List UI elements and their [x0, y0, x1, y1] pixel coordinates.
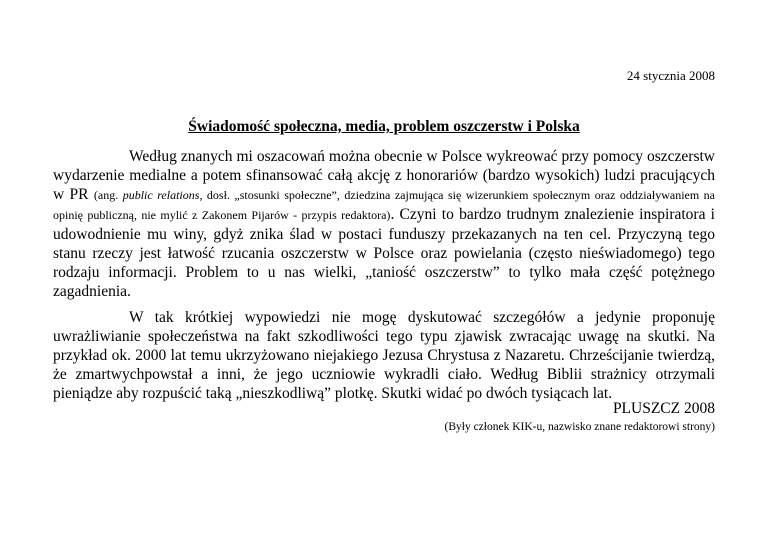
paragraph-1-text: Według znanych mi oszacowań można obecnie w Polsce wykreować przy pomocy oszczerstw wydarzenie medialne a potem sfinansować całą akcję z honorariów (bardzo wysokich) ludzi pracujących w PR — [53, 148, 715, 203]
document-date: 24 stycznia 2008 — [626, 68, 715, 83]
editor-note-text: , dosł. „stosunki społeczne”, dziedzina zajmująca się wizerunkiem społecznym oraz oddziaływaniem na opinię publiczną, nie mylić z Zakonem Pijarów - przypis redaktora) — [53, 188, 716, 222]
paragraph-2: W tak krótkiej wypowiedzi nie mogę dyskutować szczegółów a jedynie proponuję uwrażliwianie społeczeństwa na fakt szkodliwości tego typu zjawisk zwracając uwagę na skutki. Na przykład ok. 2000 lat temu ukrzyżowano niejakiego Jezusa Chrystusa z Nazaretu. Chrześcijanie twierdzą, że zmartwychpowstał a inni, że jego uczniowie wykradli ciało. Według Biblii strażnicy otrzymali pieniądze aby rozpuścić taką „nieszkodliwą” plotkę. Skutki widać po dwóch tysiącach lat. — [53, 309, 715, 402]
editor-note-term: public relations — [122, 188, 200, 202]
signature-note: (Były członek KIK-u, nazwisko znane redaktorowi strony) — [444, 421, 715, 433]
signature: PLUSZCZ 2008 — [612, 400, 715, 417]
paragraph-1-text-continued: . Czyni to bardzo trudnym znalezienie inspiratora i udowodnienie mu winy, gdyż znika ślad w postaci funduszy przekazanych na ten cel. Przyczyną tego stanu rzeczy jest łatwość rzucania oszczerstw w Polsce oraz powielania (często nieświadomego) tego rodzaju informacji. Problem to u nas wielki, „taniość oszczerstw” to tylko mała część potężnego zagadnienia. — [53, 206, 715, 300]
editor-note-open: (ang. — [93, 188, 123, 202]
document-body — [53, 147, 715, 403]
paragraph-1 — [53, 147, 715, 301]
document-title: Świadomość społeczna, media, problem oszczerstw i Polska — [188, 118, 580, 135]
